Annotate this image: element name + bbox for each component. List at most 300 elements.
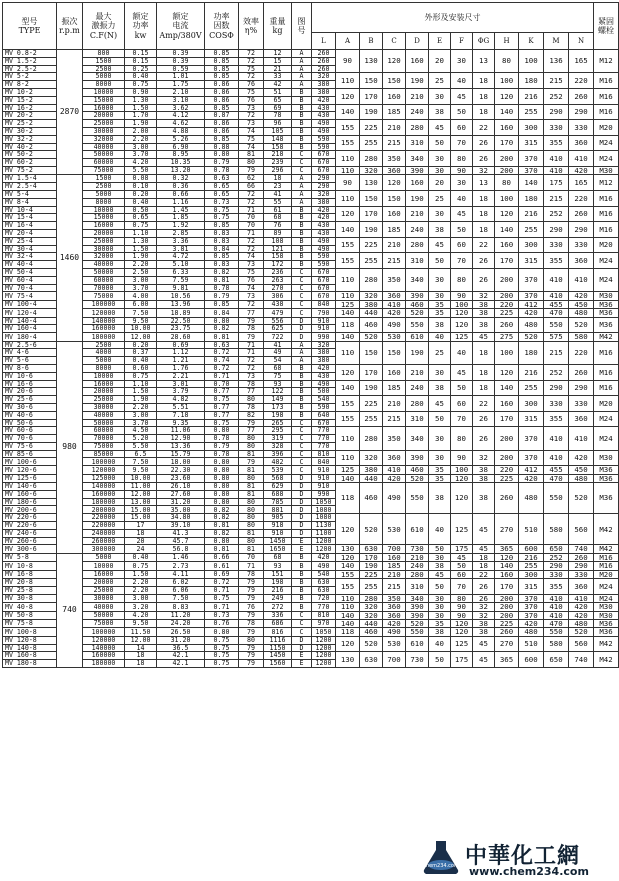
- cell-dim: 520: [569, 483, 594, 514]
- cell-dim: 320: [360, 603, 383, 611]
- cell-dim: 70: [451, 135, 473, 151]
- cell-pf: 0.86: [205, 120, 239, 128]
- cell-pf: 0.76: [205, 619, 239, 627]
- cell-dim: 26: [473, 411, 495, 427]
- cell-length: 840: [312, 458, 336, 466]
- cell-fig: B: [292, 237, 312, 245]
- cell-eff: 79: [239, 333, 264, 341]
- cell-type: MV 120-4: [3, 309, 57, 317]
- cell-dim: 26: [473, 427, 495, 450]
- cell-dim: 40: [429, 514, 451, 545]
- cell-weight: 625: [264, 325, 292, 333]
- cell-current: 6.33: [157, 268, 205, 276]
- cell-power: 1.90: [125, 396, 157, 404]
- cell-type: MV 50-8: [3, 611, 57, 619]
- cell-dim: 200: [495, 594, 519, 602]
- cell-type: MV 75-2: [3, 166, 57, 174]
- cell-current: 11.06: [157, 427, 205, 435]
- cell-dim: 210: [406, 553, 429, 561]
- cell-dim: 38: [473, 300, 495, 308]
- cell-dim: 240: [406, 104, 429, 120]
- cell-power: 0.50: [125, 206, 157, 214]
- cell-pf: 0.82: [205, 325, 239, 333]
- cell-weight: 89: [264, 229, 292, 237]
- header-figure: 图 号: [292, 3, 312, 50]
- cell-current: 6.90: [157, 143, 205, 151]
- cell-dim: 260: [569, 553, 594, 561]
- cell-dim: 410: [569, 427, 594, 450]
- cell-current: 1.16: [157, 198, 205, 206]
- cell-type: MV 20-6: [3, 388, 57, 396]
- cell-current: 9.81: [157, 284, 205, 292]
- cell-dim: 300: [519, 237, 544, 253]
- cell-pf: 0.83: [205, 261, 239, 269]
- cell-current: 4.82: [157, 396, 205, 404]
- cell-current: 1.45: [157, 206, 205, 214]
- cell-dim: 150: [360, 190, 383, 206]
- cell-type: MV 25-2: [3, 120, 57, 128]
- header-weight: 重量 kg: [264, 3, 292, 50]
- cell-dim: 160: [383, 364, 406, 380]
- cell-eff: 70: [239, 214, 264, 222]
- header-dim-m: M: [544, 33, 569, 50]
- cell-force: 140000: [83, 483, 125, 491]
- cell-dim: 50: [429, 545, 451, 553]
- cell-force: 2500: [83, 65, 125, 73]
- header-force: 最大 激振力 C.F(N): [83, 3, 125, 50]
- cell-force: 20000: [83, 388, 125, 396]
- cell-current: 7.50: [157, 594, 205, 602]
- cell-dim: 370: [519, 166, 544, 174]
- cell-dim: 45: [473, 333, 495, 341]
- cell-weight: 18: [264, 175, 292, 183]
- cell-dim: 420: [519, 619, 544, 627]
- cell-dim: 38: [429, 380, 451, 396]
- cell-current: 8.83: [157, 603, 205, 611]
- cell-dim: 360: [383, 611, 406, 619]
- cell-fig: C: [292, 284, 312, 292]
- cell-dim: 460: [360, 483, 383, 514]
- cell-current: 41.3: [157, 529, 205, 537]
- cell-bolt: M36: [594, 317, 619, 333]
- cell-dim: 125: [451, 514, 473, 545]
- cell-dim: 30: [451, 175, 473, 191]
- cell-current: 26.10: [157, 483, 205, 491]
- cell-dim: 520: [406, 309, 429, 317]
- cell-bolt: M36: [594, 474, 619, 482]
- cell-bolt: M16: [594, 206, 619, 222]
- cell-length: 1100: [312, 529, 336, 537]
- cell-type: MV 8-4: [3, 198, 57, 206]
- cell-length: 290: [312, 183, 336, 191]
- cell-dim: 480: [569, 619, 594, 627]
- cell-eff: 82: [239, 411, 264, 419]
- cell-pf: 0.86: [205, 96, 239, 104]
- cell-fig: A: [292, 183, 312, 191]
- cell-bolt: M16: [594, 380, 619, 396]
- cell-weight: 482: [264, 458, 292, 466]
- cell-dim: 160: [383, 88, 406, 104]
- cell-dim: 450: [569, 300, 594, 308]
- cell-type: MV 40-6: [3, 411, 57, 419]
- cell-dim: 50: [429, 579, 451, 595]
- cell-bolt: M20: [594, 570, 619, 578]
- cell-eff: 81: [239, 483, 264, 491]
- cell-current: 18.00: [157, 458, 205, 466]
- cell-length: 1050: [312, 498, 336, 506]
- cell-dim: 110: [336, 341, 360, 364]
- cell-dim: 412: [519, 300, 544, 308]
- cell-length: 590: [312, 261, 336, 269]
- cell-dim: 510: [519, 514, 544, 545]
- cell-weight: 51: [264, 88, 292, 96]
- cell-dim: 160: [495, 237, 519, 253]
- cell-power: 1.30: [125, 237, 157, 245]
- cell-force: 100000: [83, 458, 125, 466]
- cell-dim: 90: [451, 292, 473, 300]
- cell-dim: 160: [406, 175, 429, 191]
- cell-dim: 38: [429, 628, 451, 636]
- cell-dim: 650: [544, 652, 569, 668]
- cell-power: 1.30: [125, 96, 157, 104]
- cell-type: MV 2.5-2: [3, 65, 57, 73]
- cell-force: 2500: [83, 183, 125, 191]
- cell-type: MV 100-6: [3, 458, 57, 466]
- cell-dim: 140: [336, 380, 360, 396]
- cell-dim: 480: [519, 317, 544, 333]
- cell-current: 1.21: [157, 357, 205, 365]
- cell-length: 380: [312, 198, 336, 206]
- cell-pf: 0.85: [205, 300, 239, 308]
- cell-weight: 121: [264, 245, 292, 253]
- cell-dim: 480: [569, 474, 594, 482]
- cell-dim: 110: [336, 594, 360, 602]
- cell-force: 120000: [83, 636, 125, 644]
- cell-pf: 0.80: [205, 458, 239, 466]
- cell-length: 380: [312, 81, 336, 89]
- cell-dim: 480: [569, 309, 594, 317]
- cell-current: 10.35: [157, 159, 205, 167]
- cell-type: MV 100-8: [3, 628, 57, 636]
- cell-dim: 125: [451, 333, 473, 341]
- cell-dim: 530: [383, 514, 406, 545]
- cell-pf: 0.83: [205, 229, 239, 237]
- cell-power: 2.50: [125, 268, 157, 276]
- cell-dim: 600: [519, 545, 544, 553]
- cell-fig: B: [292, 579, 312, 587]
- cell-dim: 550: [544, 483, 569, 514]
- cell-eff: 78: [239, 619, 264, 627]
- cell-dim: 216: [519, 88, 544, 104]
- cell-bolt: M24: [594, 151, 619, 167]
- cell-length: 810: [312, 611, 336, 619]
- cell-pf: 0.77: [205, 403, 239, 411]
- cell-power: 0.40: [125, 357, 157, 365]
- cell-length: 910: [312, 483, 336, 491]
- cell-current: 2.21: [157, 372, 205, 380]
- cell-fig: C: [292, 419, 312, 427]
- cell-type: MV 300-6: [3, 545, 57, 553]
- cell-dim: 390: [406, 450, 429, 466]
- header-dim-e: E: [429, 33, 451, 50]
- cell-bolt: M42: [594, 545, 619, 553]
- cell-pf: 0.85: [205, 253, 239, 261]
- cell-dim: 420: [519, 474, 544, 482]
- cell-current: 42.1: [157, 652, 205, 660]
- cell-type: MV 160-8: [3, 652, 57, 660]
- cell-dim: 530: [383, 333, 406, 341]
- cell-dim: 18: [473, 206, 495, 222]
- cell-dim: 140: [336, 222, 360, 238]
- cell-current: 24.20: [157, 619, 205, 627]
- cell-dim: 170: [495, 579, 519, 595]
- cell-fig: D: [292, 522, 312, 530]
- cell-force: 5000: [83, 73, 125, 81]
- cell-dim: 30: [429, 292, 451, 300]
- cell-eff: 72: [239, 190, 264, 198]
- cell-dim: 330: [544, 570, 569, 578]
- cell-dim: 420: [569, 450, 594, 466]
- cell-length: 380: [312, 357, 336, 365]
- cell-length: 770: [312, 435, 336, 443]
- cell-eff: 80: [239, 474, 264, 482]
- cell-weight: 263: [264, 276, 292, 284]
- cell-force: 10000: [83, 372, 125, 380]
- cell-dim: 255: [519, 380, 544, 396]
- cell-dim: 610: [406, 514, 429, 545]
- cell-dim: 38: [473, 483, 495, 514]
- cell-dim: 110: [336, 73, 360, 89]
- cell-dim: 170: [495, 411, 519, 427]
- cell-eff: 78: [239, 403, 264, 411]
- cell-power: 7.50: [125, 309, 157, 317]
- cell-current: 13.36: [157, 442, 205, 450]
- cell-pf: 0.65: [205, 190, 239, 198]
- cell-dim: 200: [495, 603, 519, 611]
- cell-current: 0.36: [157, 183, 205, 191]
- cell-current: 22.50: [157, 317, 205, 325]
- cell-dim: 120: [495, 553, 519, 561]
- cell-dim: 290: [544, 104, 569, 120]
- cell-eff: 74: [239, 284, 264, 292]
- cell-dim: 160: [495, 396, 519, 412]
- table-row: [3, 341, 619, 349]
- cell-dim: 550: [406, 628, 429, 636]
- cell-dim: 350: [383, 151, 406, 167]
- cell-fig: C: [292, 166, 312, 174]
- cell-length: 970: [312, 619, 336, 627]
- cell-eff: 79: [239, 166, 264, 174]
- cell-dim: 130: [360, 175, 383, 191]
- cell-fig: C: [292, 159, 312, 167]
- cell-length: 790: [312, 309, 336, 317]
- cell-eff: 76: [239, 276, 264, 284]
- cell-length: 990: [312, 333, 336, 341]
- cell-fig: B: [292, 206, 312, 214]
- cell-dim: 185: [383, 562, 406, 570]
- cell-pf: 0.84: [205, 245, 239, 253]
- cell-fig: B: [292, 364, 312, 372]
- cell-dim: 110: [336, 166, 360, 174]
- cell-dim: 530: [383, 636, 406, 652]
- cell-pf: 0.75: [205, 652, 239, 660]
- cell-force: 25000: [83, 120, 125, 128]
- cell-eff: 78: [239, 325, 264, 333]
- cell-dim: 700: [383, 652, 406, 668]
- cell-weight: 270: [264, 284, 292, 292]
- cell-pf: 0.75: [205, 644, 239, 652]
- cell-dim: 180: [519, 190, 544, 206]
- cell-type: MV 100-4: [3, 300, 57, 308]
- cell-dim: 125: [336, 466, 360, 474]
- cell-dim: 80: [495, 50, 519, 73]
- cell-length: 1080: [312, 514, 336, 522]
- cell-pf: 0.78: [205, 166, 239, 174]
- cell-eff: 81: [239, 529, 264, 537]
- cell-bolt: M24: [594, 253, 619, 269]
- cell-fig: B: [292, 553, 312, 561]
- cell-force: 30000: [83, 403, 125, 411]
- cell-pf: 0.86: [205, 88, 239, 96]
- cell-power: 3.00: [125, 594, 157, 602]
- cell-pf: 0.75: [205, 660, 239, 668]
- cell-bolt: M16: [594, 104, 619, 120]
- cell-type: MV 15-4: [3, 214, 57, 222]
- cell-dim: 120: [336, 206, 360, 222]
- cell-dim: 225: [360, 120, 383, 136]
- cell-type: MV 16-2: [3, 104, 57, 112]
- cell-force: 50000: [83, 151, 125, 159]
- cell-weight: 158: [264, 143, 292, 151]
- cell-pf: 0.71: [205, 372, 239, 380]
- cell-rpm: 980: [57, 341, 83, 553]
- cell-pf: 0.81: [205, 333, 239, 341]
- cell-force: 4000: [83, 349, 125, 357]
- cell-dim: 60: [451, 120, 473, 136]
- cell-eff: 72: [239, 57, 264, 65]
- cell-dim: 270: [495, 514, 519, 545]
- cell-dim: 520: [406, 619, 429, 627]
- cell-dim: 25: [429, 190, 451, 206]
- cell-fig: D: [292, 644, 312, 652]
- cell-eff: 76: [239, 81, 264, 89]
- cell-dim: 365: [495, 652, 519, 668]
- cell-pf: 0.75: [205, 636, 239, 644]
- cell-pf: 0.70: [205, 380, 239, 388]
- cell-current: 3.10: [157, 96, 205, 104]
- cell-weight: 12: [264, 50, 292, 58]
- header-type: 型号 TYPE: [3, 3, 57, 50]
- cell-dim: 390: [406, 611, 429, 619]
- cell-length: 430: [312, 112, 336, 120]
- cell-dim: 220: [495, 466, 519, 474]
- cell-pf: 0.80: [205, 317, 239, 325]
- cell-pf: 0.71: [205, 586, 239, 594]
- cell-length: 590: [312, 403, 336, 411]
- cell-length: 770: [312, 427, 336, 435]
- cell-dim: 210: [406, 88, 429, 104]
- cell-fig: B: [292, 562, 312, 570]
- cell-dim: 370: [519, 292, 544, 300]
- cell-power: 1.50: [125, 245, 157, 253]
- cell-dim: 38: [429, 317, 451, 333]
- cell-power: 3.70: [125, 419, 157, 427]
- cell-dim: 410: [544, 603, 569, 611]
- cell-dim: 280: [360, 594, 383, 602]
- cell-power: 20: [125, 537, 157, 545]
- cell-dim: 70: [451, 253, 473, 269]
- cell-dim: 170: [360, 206, 383, 222]
- cell-bolt: M16: [594, 562, 619, 570]
- cell-type: MV 200-6: [3, 506, 57, 514]
- motor-spec-table: [2, 2, 619, 668]
- cell-pf: 0.85: [205, 57, 239, 65]
- cell-dim: 575: [544, 333, 569, 341]
- cell-weight: 239: [264, 159, 292, 167]
- cell-weight: 295: [264, 427, 292, 435]
- table-row: [3, 73, 619, 81]
- cell-dim: 255: [360, 411, 383, 427]
- cell-dim: 410: [544, 594, 569, 602]
- cell-power: 18: [125, 652, 157, 660]
- cell-dim: 35: [429, 300, 451, 308]
- cell-length: 720: [312, 594, 336, 602]
- cell-length: 420: [312, 364, 336, 372]
- cell-power: 12.00: [125, 636, 157, 644]
- cell-dim: 45: [429, 570, 451, 578]
- cell-fig: D: [292, 490, 312, 498]
- cell-eff: 75: [239, 268, 264, 276]
- cell-dim: 45: [473, 652, 495, 668]
- cell-dim: 260: [569, 88, 594, 104]
- cell-current: 1.12: [157, 349, 205, 357]
- cell-dim: 380: [360, 300, 383, 308]
- cell-weight: 41: [264, 190, 292, 198]
- cell-length: 260: [312, 50, 336, 58]
- cell-dim: 110: [336, 190, 360, 206]
- cell-dim: 32: [473, 292, 495, 300]
- cell-pf: 0.80: [205, 483, 239, 491]
- cell-force: 10000: [83, 206, 125, 214]
- cell-current: 45.7: [157, 537, 205, 545]
- cell-fig: D: [292, 317, 312, 325]
- cell-dim: 220: [569, 190, 594, 206]
- cell-eff: 66: [239, 183, 264, 191]
- cell-length: 770: [312, 442, 336, 450]
- cell-dim: 330: [544, 396, 569, 412]
- cell-dim: 290: [544, 562, 569, 570]
- cell-pf: 0.69: [205, 570, 239, 578]
- cell-weight: 905: [264, 514, 292, 522]
- cell-dim: 50: [429, 411, 451, 427]
- table-row: [3, 237, 619, 245]
- cell-bolt: M30: [594, 166, 619, 174]
- cell-dim: 22: [473, 396, 495, 412]
- cell-current: 6.06: [157, 586, 205, 594]
- cell-dim: 480: [519, 628, 544, 636]
- cell-length: 1200: [312, 652, 336, 660]
- cell-dim: 130: [360, 50, 383, 73]
- cell-force: 30000: [83, 127, 125, 135]
- cell-dim: 355: [544, 135, 569, 151]
- cell-current: 13.96: [157, 300, 205, 308]
- cell-force: 20000: [83, 229, 125, 237]
- cell-length: 430: [312, 222, 336, 230]
- cell-dim: 740: [569, 545, 594, 553]
- cell-bolt: M24: [594, 594, 619, 602]
- cell-dim: 315: [519, 135, 544, 151]
- cell-fig: D: [292, 498, 312, 506]
